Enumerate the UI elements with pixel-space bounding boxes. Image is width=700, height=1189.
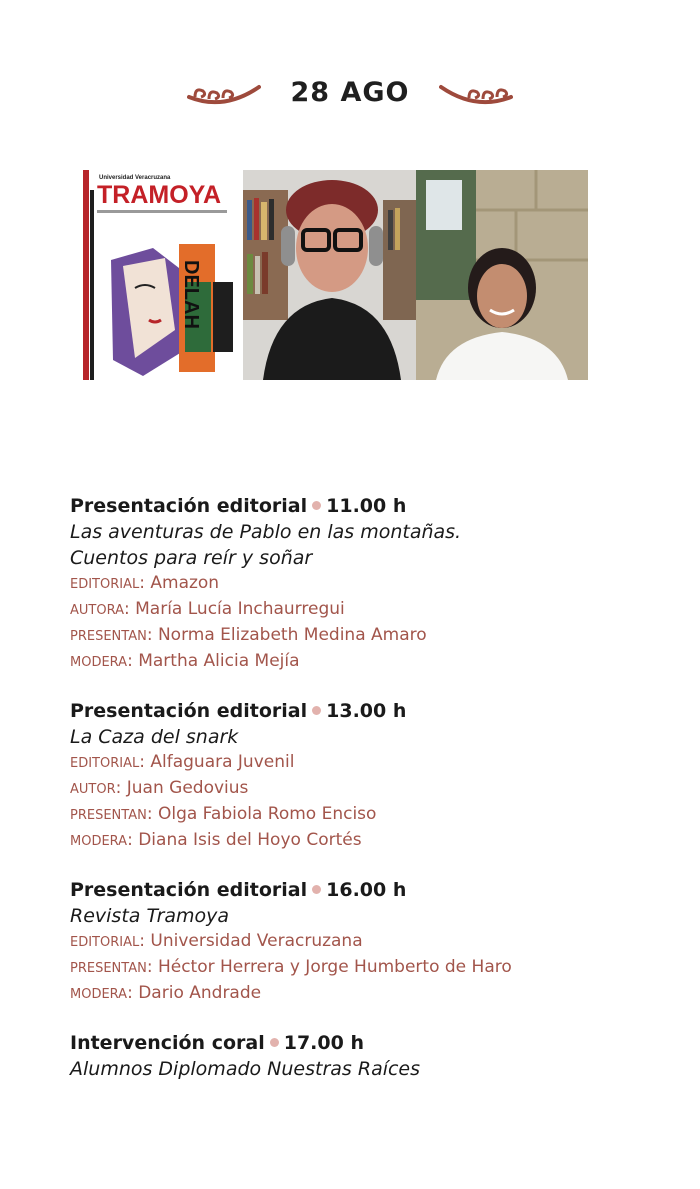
event-detail-row (70, 802, 670, 828)
detail-role-label: MODERA (70, 655, 128, 670)
detail-separator: : (139, 931, 151, 951)
event-detail-row (70, 776, 670, 802)
detail-separator: : (127, 651, 139, 671)
speaker-photo-1 (243, 170, 416, 380)
detail-role-label: PRESENTAN (70, 961, 147, 976)
event-type: Presentación editorial (70, 700, 308, 722)
detail-role-label: MODERA (70, 834, 128, 849)
event-time: 13.00 h (326, 700, 407, 722)
detail-role-label: PRESENTAN (70, 808, 147, 823)
detail-value: Amazon (150, 573, 220, 593)
event-heading (70, 1030, 670, 1056)
event-detail-row (70, 955, 670, 981)
detail-value: Héctor Herrera y Jorge Humberto de Haro (157, 957, 512, 977)
detail-role-label: EDITORIAL (70, 577, 140, 592)
left-ornament-icon (187, 79, 261, 105)
detail-separator: : (127, 830, 139, 850)
detail-separator: : (123, 599, 136, 619)
bullet-dot-icon (270, 1038, 279, 1047)
event-title-line: Cuentos para reír y soñar (70, 547, 313, 569)
detail-role-label: AUTOR (70, 782, 116, 797)
detail-role-label: AUTORA (70, 603, 124, 618)
event-item (70, 698, 670, 854)
detail-separator: : (146, 957, 158, 977)
event-title-line: Alumnos Diplomado Nuestras Raíces (70, 1058, 421, 1080)
event-heading (70, 493, 670, 519)
event-detail-row (70, 750, 670, 776)
event-item (70, 1030, 670, 1082)
detail-role-label: EDITORIAL (70, 756, 140, 771)
event-item (70, 877, 670, 1007)
detail-role-label: MODERA (70, 987, 128, 1002)
event-title-line: Revista Tramoya (70, 905, 230, 927)
detail-value: Universidad Veracruzana (150, 931, 363, 951)
photo-strip (83, 170, 588, 380)
detail-separator: : (127, 983, 139, 1003)
detail-value: Diana Isis del Hoyo Cortés (138, 830, 362, 850)
bullet-dot-icon (312, 885, 321, 894)
detail-value: Dario Andrade (138, 983, 262, 1003)
cover-institution: Universidad Veracruzana (99, 175, 171, 181)
detail-role-label: PRESENTAN (70, 629, 147, 644)
event-time: 17.00 h (283, 1032, 364, 1054)
detail-separator: : (139, 752, 151, 772)
cover-art-text: DELAH (180, 260, 202, 329)
detail-separator: : (146, 804, 158, 824)
event-item (70, 493, 670, 675)
detail-value: Alfaguara Juvenil (150, 752, 295, 772)
detail-separator: : (115, 778, 127, 798)
event-type: Intervención coral (70, 1032, 265, 1054)
event-title-line: La Caza del snark (70, 726, 239, 748)
detail-separator: : (139, 573, 151, 593)
event-detail-row (70, 623, 670, 649)
detail-value: Juan Gedovius (126, 778, 249, 798)
detail-value: Olga Fabiola Romo Enciso (157, 804, 377, 824)
cover-title: TRAMOYA (97, 181, 222, 209)
event-detail-row (70, 597, 670, 623)
right-ornament-icon (439, 79, 513, 105)
event-time: 16.00 h (326, 879, 407, 901)
detail-role-label: EDITORIAL (70, 935, 140, 950)
event-detail-row (70, 649, 670, 675)
event-date: 28 AGO (290, 76, 410, 108)
bullet-dot-icon (312, 501, 321, 510)
detail-value: Norma Elizabeth Medina Amaro (157, 625, 427, 645)
date-header (0, 70, 700, 114)
detail-value: María Lucía Inchaurregui (135, 599, 345, 619)
event-type: Presentación editorial (70, 879, 308, 901)
event-time: 11.00 h (326, 495, 407, 517)
bullet-dot-icon (312, 706, 321, 715)
event-detail-row (70, 828, 670, 854)
event-type: Presentación editorial (70, 495, 308, 517)
event-detail-row (70, 981, 670, 1007)
speaker-photo-2 (416, 170, 588, 380)
event-heading (70, 698, 670, 724)
event-heading (70, 877, 670, 903)
event-detail-row (70, 929, 670, 955)
detail-separator: : (146, 625, 158, 645)
detail-value: Martha Alicia Mejía (138, 651, 300, 671)
event-detail-row (70, 571, 670, 597)
tramoya-cover-image (83, 170, 243, 380)
event-title-line: Las aventuras de Pablo en las montañas. (70, 521, 462, 543)
program-list (70, 493, 670, 1105)
